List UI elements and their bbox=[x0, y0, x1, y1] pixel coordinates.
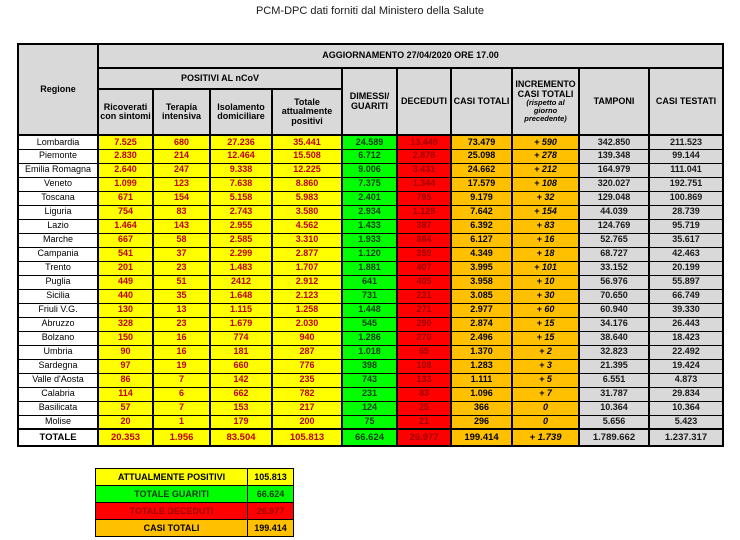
table-cell: 271 bbox=[397, 303, 451, 317]
table-cell: 56.976 bbox=[579, 275, 649, 289]
table-cell: 2.977 bbox=[451, 303, 512, 317]
table-cell: 66.624 bbox=[342, 429, 397, 446]
table-cell: 142 bbox=[210, 373, 272, 387]
table-cell: 55.897 bbox=[649, 275, 723, 289]
header-terapia-intensiva: Terapia intensiva bbox=[153, 89, 210, 135]
table-cell: 129.048 bbox=[579, 191, 649, 205]
table-cell: 2.955 bbox=[210, 219, 272, 233]
table-cell: 3.958 bbox=[451, 275, 512, 289]
table-cell: 9.006 bbox=[342, 163, 397, 177]
table-cell: + 16 bbox=[512, 233, 579, 247]
table-cell: 58 bbox=[153, 233, 210, 247]
header-dimessi-guariti: DIMESSI/ GUARITI bbox=[342, 68, 397, 135]
table-cell: + 278 bbox=[512, 149, 579, 163]
table-cell: 359 bbox=[397, 247, 451, 261]
table-row bbox=[18, 331, 723, 345]
header-tamponi: TAMPONI bbox=[579, 68, 649, 135]
region-name-cell: Trento bbox=[18, 261, 98, 275]
table-cell: 541 bbox=[98, 247, 153, 261]
table-cell: 1.237.317 bbox=[649, 429, 723, 446]
table-header bbox=[18, 44, 723, 135]
table-cell: 671 bbox=[98, 191, 153, 205]
region-name-cell: Basilicata bbox=[18, 401, 98, 415]
header-casi-totali: CASI TOTALI bbox=[451, 68, 512, 135]
table-cell: 884 bbox=[397, 233, 451, 247]
table-cell: 662 bbox=[210, 387, 272, 401]
table-cell: 200 bbox=[272, 415, 342, 429]
table-cell: 24.589 bbox=[342, 135, 397, 149]
table-row bbox=[18, 163, 723, 177]
table-cell: 1.881 bbox=[342, 261, 397, 275]
table-cell: 0 bbox=[512, 401, 579, 415]
table-cell: 9.338 bbox=[210, 163, 272, 177]
table-cell: 1.370 bbox=[451, 345, 512, 359]
table-cell: 19 bbox=[153, 359, 210, 373]
table-cell: 667 bbox=[98, 233, 153, 247]
table-cell: 35.617 bbox=[649, 233, 723, 247]
table-cell: 2.877 bbox=[272, 247, 342, 261]
table-cell: + 590 bbox=[512, 135, 579, 149]
table-cell: 1.283 bbox=[451, 359, 512, 373]
table-cell: 83.504 bbox=[210, 429, 272, 446]
table-cell: 114 bbox=[98, 387, 153, 401]
table-cell: 2.830 bbox=[98, 149, 153, 163]
legend-label: TOTALE GUARITI bbox=[96, 486, 248, 503]
table-row bbox=[18, 317, 723, 331]
header-incremento-casi-totali bbox=[512, 68, 579, 135]
table-cell: 6.127 bbox=[451, 233, 512, 247]
table-cell: + 15 bbox=[512, 317, 579, 331]
legend-value: 199.414 bbox=[248, 520, 294, 537]
table-cell: 2.585 bbox=[210, 233, 272, 247]
table-cell: 12.464 bbox=[210, 149, 272, 163]
table-cell: 2.640 bbox=[98, 163, 153, 177]
table-cell: 398 bbox=[342, 359, 397, 373]
table-cell: 342.850 bbox=[579, 135, 649, 149]
table-cell: 6.392 bbox=[451, 219, 512, 233]
table-cell: 154 bbox=[153, 191, 210, 205]
table-cell: 27.236 bbox=[210, 135, 272, 149]
table-cell: 5.656 bbox=[579, 415, 649, 429]
header-incremento-label: INCREMENTO CASI TOTALI bbox=[515, 79, 576, 99]
table-row bbox=[18, 135, 723, 149]
table-cell: 21 bbox=[397, 415, 451, 429]
table-cell: 199.414 bbox=[451, 429, 512, 446]
table-cell: 20 bbox=[98, 415, 153, 429]
table-cell: 38.640 bbox=[579, 331, 649, 345]
legend-label: TOTALE DECEDUTI bbox=[96, 503, 248, 520]
table-cell: 235 bbox=[272, 373, 342, 387]
table-cell: 2412 bbox=[210, 275, 272, 289]
header-deceduti: DECEDUTI bbox=[397, 68, 451, 135]
table-cell: 70.650 bbox=[579, 289, 649, 303]
table-cell: 51 bbox=[153, 275, 210, 289]
table-cell: 90 bbox=[98, 345, 153, 359]
table-cell: 296 bbox=[451, 415, 512, 429]
table-cell: 3.580 bbox=[272, 205, 342, 219]
legend-row bbox=[96, 469, 294, 486]
table-cell: 1.956 bbox=[153, 429, 210, 446]
table-cell: + 212 bbox=[512, 163, 579, 177]
table-cell: 42.463 bbox=[649, 247, 723, 261]
table-cell: 2.878 bbox=[397, 149, 451, 163]
table-cell: 16 bbox=[153, 345, 210, 359]
table-cell: 1.433 bbox=[342, 219, 397, 233]
table-cell: 287 bbox=[272, 345, 342, 359]
table-cell: 2.401 bbox=[342, 191, 397, 205]
table-cell: 25 bbox=[397, 401, 451, 415]
table-cell: 3.085 bbox=[451, 289, 512, 303]
table-cell: 6.551 bbox=[579, 373, 649, 387]
table-cell: 139.348 bbox=[579, 149, 649, 163]
table-cell: 99.144 bbox=[649, 149, 723, 163]
header-regione: Regione bbox=[18, 44, 98, 135]
table-cell: 680 bbox=[153, 135, 210, 149]
region-name-cell: Lombardia bbox=[18, 135, 98, 149]
table-cell: 366 bbox=[451, 401, 512, 415]
table-cell: 9.179 bbox=[451, 191, 512, 205]
region-name-cell: Piemonte bbox=[18, 149, 98, 163]
table-cell: 5.423 bbox=[649, 415, 723, 429]
table-cell: 231 bbox=[342, 387, 397, 401]
table-cell: 100.869 bbox=[649, 191, 723, 205]
table-cell: 5.158 bbox=[210, 191, 272, 205]
header-ricoverati: Ricoverati con sintomi bbox=[98, 89, 153, 135]
table-cell: 73.479 bbox=[451, 135, 512, 149]
table-cell: 6.712 bbox=[342, 149, 397, 163]
table-cell: 1.789.662 bbox=[579, 429, 649, 446]
region-name-cell: Emilia Romagna bbox=[18, 163, 98, 177]
table-cell: 7.638 bbox=[210, 177, 272, 191]
table-cell: 1.679 bbox=[210, 317, 272, 331]
table-cell: 35.441 bbox=[272, 135, 342, 149]
legend-label: ATTUALMENTE POSITIVI bbox=[96, 469, 248, 486]
table-cell: 2.743 bbox=[210, 205, 272, 219]
table-cell: 24.662 bbox=[451, 163, 512, 177]
table-cell: 270 bbox=[397, 331, 451, 345]
table-cell: 95.719 bbox=[649, 219, 723, 233]
table-cell: 130 bbox=[98, 303, 153, 317]
region-name-cell: Abruzzo bbox=[18, 317, 98, 331]
table-cell: 660 bbox=[210, 359, 272, 373]
table-cell: 7.525 bbox=[98, 135, 153, 149]
table-cell: 105.813 bbox=[272, 429, 342, 446]
table-cell: 143 bbox=[153, 219, 210, 233]
table-cell: 37 bbox=[153, 247, 210, 261]
legend-row bbox=[96, 503, 294, 520]
table-cell: 1 bbox=[153, 415, 210, 429]
table-cell: 1.648 bbox=[210, 289, 272, 303]
table-cell: 39.330 bbox=[649, 303, 723, 317]
table-cell: 1.120 bbox=[342, 247, 397, 261]
table-cell: 68.727 bbox=[579, 247, 649, 261]
table-cell: 66.749 bbox=[649, 289, 723, 303]
covid-regions-table bbox=[17, 43, 724, 447]
header-casi-testati: CASI TESTATI bbox=[649, 68, 723, 135]
table-cell: 7.642 bbox=[451, 205, 512, 219]
legend-row bbox=[96, 520, 294, 537]
table-cell: + 101 bbox=[512, 261, 579, 275]
table-cell: + 1.739 bbox=[512, 429, 579, 446]
table-cell: 13 bbox=[153, 303, 210, 317]
table-cell: 754 bbox=[98, 205, 153, 219]
table-cell: 153 bbox=[210, 401, 272, 415]
table-cell: 7.375 bbox=[342, 177, 397, 191]
table-cell: 21.395 bbox=[579, 359, 649, 373]
table-row bbox=[18, 205, 723, 219]
table-row bbox=[18, 359, 723, 373]
header-incremento-subtitle: (rispetto al giorno precedente) bbox=[524, 98, 567, 123]
table-cell: 34.176 bbox=[579, 317, 649, 331]
page-title: PCM-DPC dati forniti dal Ministero della Salute bbox=[255, 5, 485, 17]
table-cell: 83 bbox=[397, 387, 451, 401]
table-cell: 3.995 bbox=[451, 261, 512, 275]
table-cell: 247 bbox=[153, 163, 210, 177]
table-cell: 731 bbox=[342, 289, 397, 303]
table-cell: 2.030 bbox=[272, 317, 342, 331]
table-row bbox=[18, 345, 723, 359]
table-cell: + 30 bbox=[512, 289, 579, 303]
summary-legend bbox=[95, 468, 294, 537]
table-cell: 1.111 bbox=[451, 373, 512, 387]
table-cell: 23 bbox=[153, 261, 210, 275]
table-row bbox=[18, 373, 723, 387]
table-cell: 211.523 bbox=[649, 135, 723, 149]
region-name-cell: Marche bbox=[18, 233, 98, 247]
table-cell: 25.098 bbox=[451, 149, 512, 163]
table-cell: 1.096 bbox=[451, 387, 512, 401]
region-name-cell: Campania bbox=[18, 247, 98, 261]
table-cell: 1.128 bbox=[397, 205, 451, 219]
region-name-cell: Toscana bbox=[18, 191, 98, 205]
table-cell: 4.873 bbox=[649, 373, 723, 387]
region-name-cell: Sardegna bbox=[18, 359, 98, 373]
table-cell: 641 bbox=[342, 275, 397, 289]
table-row bbox=[18, 401, 723, 415]
region-name-cell: Molise bbox=[18, 415, 98, 429]
region-name-cell: Valle d'Aosta bbox=[18, 373, 98, 387]
table-cell: 776 bbox=[272, 359, 342, 373]
table-cell: 124.769 bbox=[579, 219, 649, 233]
table-cell: 2.299 bbox=[210, 247, 272, 261]
table-cell: 31.787 bbox=[579, 387, 649, 401]
table-cell: 12.225 bbox=[272, 163, 342, 177]
table-cell: + 83 bbox=[512, 219, 579, 233]
table-cell: 111.041 bbox=[649, 163, 723, 177]
table-cell: + 7 bbox=[512, 387, 579, 401]
table-cell: 26.443 bbox=[649, 317, 723, 331]
table-row bbox=[18, 191, 723, 205]
table-row bbox=[18, 149, 723, 163]
table-cell: 545 bbox=[342, 317, 397, 331]
table-row bbox=[18, 289, 723, 303]
table-cell: 940 bbox=[272, 331, 342, 345]
table-cell: 0 bbox=[512, 415, 579, 429]
table-cell: 124 bbox=[342, 401, 397, 415]
table-cell: 320.027 bbox=[579, 177, 649, 191]
total-row bbox=[18, 429, 723, 446]
table-cell: 75 bbox=[342, 415, 397, 429]
table-cell: 201 bbox=[98, 261, 153, 275]
table-cell: 179 bbox=[210, 415, 272, 429]
region-name-cell: Umbria bbox=[18, 345, 98, 359]
table-row bbox=[18, 177, 723, 191]
table-cell: + 3 bbox=[512, 359, 579, 373]
table-row bbox=[18, 219, 723, 233]
table-row bbox=[18, 261, 723, 275]
table-cell: 52.765 bbox=[579, 233, 649, 247]
table-cell: 16 bbox=[153, 331, 210, 345]
table-cell: 5.983 bbox=[272, 191, 342, 205]
table-cell: 1.483 bbox=[210, 261, 272, 275]
table-cell: + 5 bbox=[512, 373, 579, 387]
table-cell: 449 bbox=[98, 275, 153, 289]
table-cell: 2.496 bbox=[451, 331, 512, 345]
table-cell: 2.912 bbox=[272, 275, 342, 289]
table-cell: 181 bbox=[210, 345, 272, 359]
table-cell: 35 bbox=[153, 289, 210, 303]
region-name-cell: Friuli V.G. bbox=[18, 303, 98, 317]
region-name-cell: Liguria bbox=[18, 205, 98, 219]
table-cell: 65 bbox=[397, 345, 451, 359]
table-cell: 407 bbox=[397, 261, 451, 275]
table-cell: 214 bbox=[153, 149, 210, 163]
legend-label: CASI TOTALI bbox=[96, 520, 248, 537]
table-cell: + 10 bbox=[512, 275, 579, 289]
legend-row bbox=[96, 486, 294, 503]
table-cell: 782 bbox=[272, 387, 342, 401]
table-cell: 1.464 bbox=[98, 219, 153, 233]
table-cell: 2.874 bbox=[451, 317, 512, 331]
table-cell: 7 bbox=[153, 373, 210, 387]
table-cell: 23 bbox=[153, 317, 210, 331]
table-cell: 1.448 bbox=[342, 303, 397, 317]
table-cell: + 108 bbox=[512, 177, 579, 191]
table-cell: 1.115 bbox=[210, 303, 272, 317]
table-row bbox=[18, 303, 723, 317]
table-cell: 20.199 bbox=[649, 261, 723, 275]
table-cell: + 15 bbox=[512, 331, 579, 345]
table-cell: 13.449 bbox=[397, 135, 451, 149]
table-cell: 290 bbox=[397, 317, 451, 331]
table-cell: 231 bbox=[397, 289, 451, 303]
header-isolamento: Isolamento domiciliare bbox=[210, 89, 272, 135]
region-name-cell: Bolzano bbox=[18, 331, 98, 345]
table-cell: 3.431 bbox=[397, 163, 451, 177]
region-name-cell: Puglia bbox=[18, 275, 98, 289]
legend-value: 26.977 bbox=[248, 503, 294, 520]
table-cell: 33.152 bbox=[579, 261, 649, 275]
table-cell: 387 bbox=[397, 219, 451, 233]
table-cell: 4.562 bbox=[272, 219, 342, 233]
table-cell: 217 bbox=[272, 401, 342, 415]
table-cell: 1.286 bbox=[342, 331, 397, 345]
header-group-positivi: POSITIVI AL nCoV bbox=[98, 68, 342, 89]
table-cell: 7 bbox=[153, 401, 210, 415]
table-cell: + 2 bbox=[512, 345, 579, 359]
table-cell: 2.934 bbox=[342, 205, 397, 219]
table-cell: 18.423 bbox=[649, 331, 723, 345]
table-cell: 150 bbox=[98, 331, 153, 345]
region-name-cell: TOTALE bbox=[18, 429, 98, 446]
table-cell: 1.258 bbox=[272, 303, 342, 317]
table-cell: 1.099 bbox=[98, 177, 153, 191]
table-cell: 108 bbox=[397, 359, 451, 373]
table-cell: 44.039 bbox=[579, 205, 649, 219]
legend-value: 66.624 bbox=[248, 486, 294, 503]
region-name-cell: Lazio bbox=[18, 219, 98, 233]
table-row bbox=[18, 247, 723, 261]
table-cell: 26.977 bbox=[397, 429, 451, 446]
table-cell: + 32 bbox=[512, 191, 579, 205]
region-name-cell: Calabria bbox=[18, 387, 98, 401]
table-cell: 10.364 bbox=[579, 401, 649, 415]
table-cell: 57 bbox=[98, 401, 153, 415]
table-cell: 405 bbox=[397, 275, 451, 289]
table-cell: 440 bbox=[98, 289, 153, 303]
table-cell: 1.707 bbox=[272, 261, 342, 275]
table-cell: 86 bbox=[98, 373, 153, 387]
table-row bbox=[18, 415, 723, 429]
legend-value: 105.813 bbox=[248, 469, 294, 486]
table-cell: 60.940 bbox=[579, 303, 649, 317]
header-totale-positivi: Totale attualmente positivi bbox=[272, 89, 342, 135]
table-cell: 795 bbox=[397, 191, 451, 205]
table-cell: 15.508 bbox=[272, 149, 342, 163]
table-cell: 774 bbox=[210, 331, 272, 345]
table-cell: 1.933 bbox=[342, 233, 397, 247]
table-cell: 133 bbox=[397, 373, 451, 387]
table-row bbox=[18, 387, 723, 401]
table-cell: + 18 bbox=[512, 247, 579, 261]
table-cell: + 60 bbox=[512, 303, 579, 317]
table-cell: 1.018 bbox=[342, 345, 397, 359]
table-cell: 10.364 bbox=[649, 401, 723, 415]
table-cell: 3.310 bbox=[272, 233, 342, 247]
table-cell: 1.344 bbox=[397, 177, 451, 191]
table-cell: 4.349 bbox=[451, 247, 512, 261]
table-cell: 20.353 bbox=[98, 429, 153, 446]
table-cell: 164.979 bbox=[579, 163, 649, 177]
table-cell: 83 bbox=[153, 205, 210, 219]
table-cell: + 154 bbox=[512, 205, 579, 219]
table-cell: 97 bbox=[98, 359, 153, 373]
table-row bbox=[18, 275, 723, 289]
header-update-date: AGGIORNAMENTO 27/04/2020 ORE 17.00 bbox=[98, 44, 723, 68]
table-body bbox=[18, 135, 723, 446]
table-cell: 19.424 bbox=[649, 359, 723, 373]
table-cell: 8.860 bbox=[272, 177, 342, 191]
table-cell: 2.123 bbox=[272, 289, 342, 303]
table-cell: 743 bbox=[342, 373, 397, 387]
table-row bbox=[18, 233, 723, 247]
table-cell: 328 bbox=[98, 317, 153, 331]
table-cell: 32.823 bbox=[579, 345, 649, 359]
region-name-cell: Veneto bbox=[18, 177, 98, 191]
table-cell: 29.834 bbox=[649, 387, 723, 401]
legend-body bbox=[96, 469, 294, 537]
table-cell: 6 bbox=[153, 387, 210, 401]
table-cell: 17.579 bbox=[451, 177, 512, 191]
table-cell: 22.492 bbox=[649, 345, 723, 359]
region-name-cell: Sicilia bbox=[18, 289, 98, 303]
table-cell: 28.739 bbox=[649, 205, 723, 219]
table-cell: 192.751 bbox=[649, 177, 723, 191]
table-cell: 123 bbox=[153, 177, 210, 191]
